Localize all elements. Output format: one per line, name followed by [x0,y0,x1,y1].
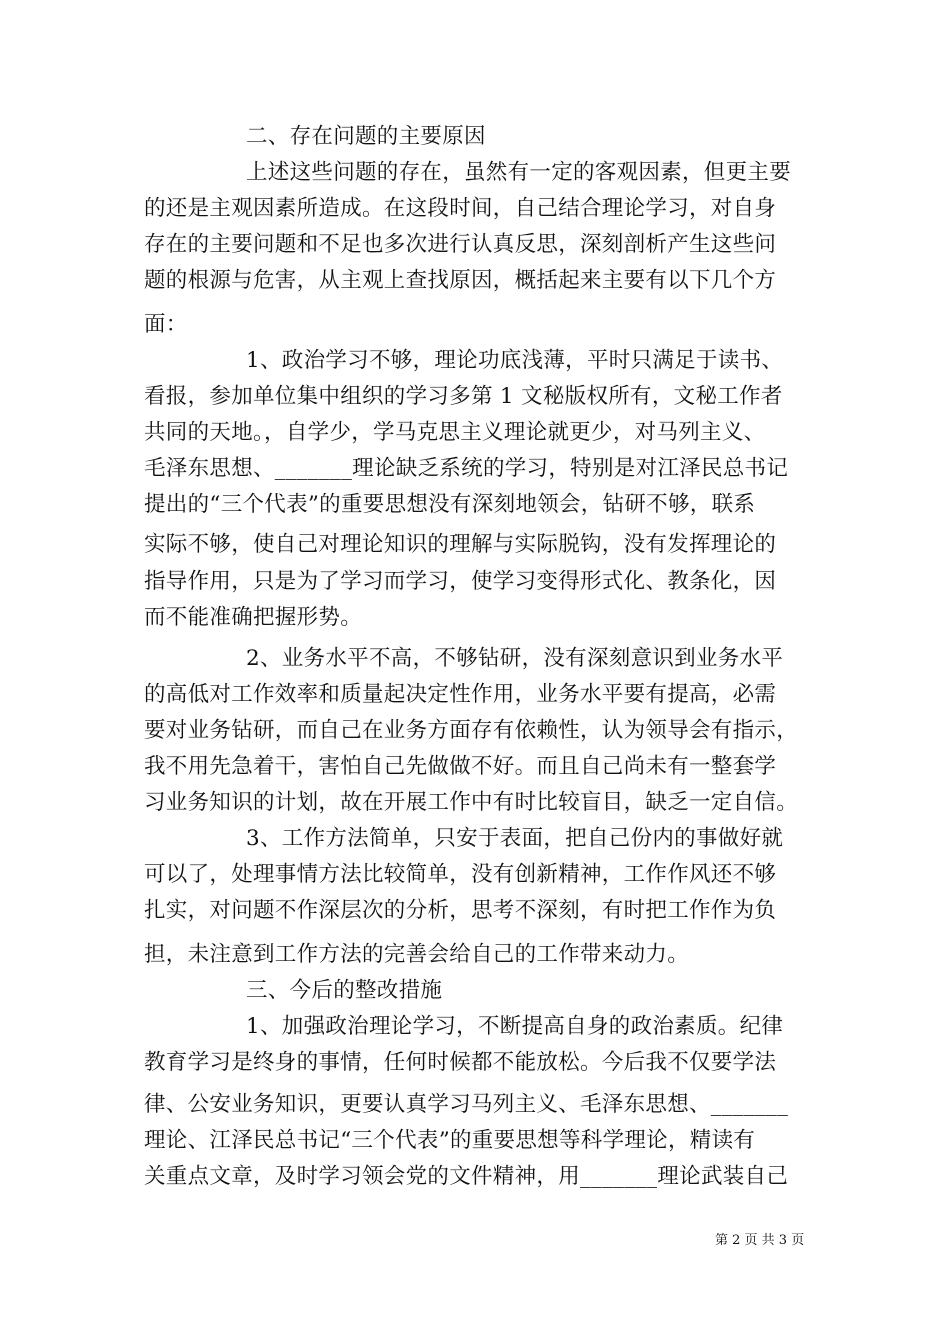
paragraph-line: 上述这些问题的存在，虽然有一定的客观因素，但更主要 [246,160,792,185]
heading-measures: 三、今后的整改措施 [246,978,443,1003]
paragraph-line: 看报，参加单位集中组织的学习多第 1 文秘版权所有，文秘工作者 [144,384,783,409]
paragraph-line: 要对业务钻研，而自己在业务方面存有依赖性，认为领导会有指示， [144,718,799,743]
paragraph-line: 毛泽东思想、_______理论缺乏系统的学习，特别是对江泽民总书记 [144,456,789,481]
paragraph-line: 律、公安业务知识，更要认真学习马列主义、毛泽东思想、_______ [144,1092,789,1117]
paragraph-line: 关重点文章，及时学习领会党的文件精神，用_______理论武装自己 [144,1164,789,1189]
paragraph-line: 我不用先急着干，害怕自己先做做不好。而且自己尚未有一整套学 [144,754,777,779]
paragraph-line: 提出的“三个代表”的重要思想没有深刻地领会，钻研不够，联系 [144,492,756,517]
paragraph-line: 指导作用，只是为了学习而学习，使学习变得形式化、教条化，因 [144,569,777,594]
heading-reasons: 二、存在问题的主要原因 [246,124,486,149]
paragraph-line: 面： [144,312,188,337]
paragraph-line: 可以了，处理事情方法比较简单，没有创新精神，工作作风还不够 [144,862,777,887]
paragraph-line: 的高低对工作效率和质量起决定性作用，业务水平要有提高，必需 [144,682,777,707]
paragraph-line: 而不能准确把握形势。 [144,605,363,630]
paragraph-line: 1、政治学习不够，理论功底浅薄，平时只满足于读书、 [246,348,784,373]
paragraph-line: 习业务知识的计划，故在开展工作中有时比较盲目，缺乏一定自信。 [144,790,799,815]
paragraph-line: 1、加强政治理论学习，不断提高自身的政治素质。纪律 [246,1014,784,1039]
paragraph-line: 的还是主观因素所造成。在这段时间，自己结合理论学习，对自身 [144,196,777,221]
paragraph-line: 理论、江泽民总书记“三个代表”的重要思想等科学理论，精读有 [144,1128,756,1153]
paragraph-line: 3、工作方法简单，只安于表面，把自己份内的事做好就 [246,826,784,851]
paragraph-line: 扎实，对问题不作深层次的分析，思考不深刻，有时把工作作为负 [144,898,777,923]
paragraph-line: 教育学习是终身的事情，任何时候都不能放松。今后我不仅要学法 [144,1050,777,1075]
paragraph-line: 2、业务水平不高，不够钻研，没有深刻意识到业务水平 [246,646,784,671]
page-number-footer: 第 2 页 共 3 页 [715,1233,805,1248]
paragraph-line: 实际不够，使自己对理论知识的理解与实际脱钩，没有发挥理论的 [144,532,777,557]
paragraph-line: 题的根源与危害，从主观上查找原因，概括起来主要有以下几个方 [144,268,777,293]
paragraph-line: 担，未注意到工作方法的完善会给自己的工作带来动力。 [144,942,690,967]
paragraph-line: 共同的天地。，自学少，学马克思主义理论就更少，对马列主义、 [144,420,766,445]
paragraph-line: 存在的主要问题和不足也多次进行认真反思，深刻剖析产生这些问 [144,232,777,257]
